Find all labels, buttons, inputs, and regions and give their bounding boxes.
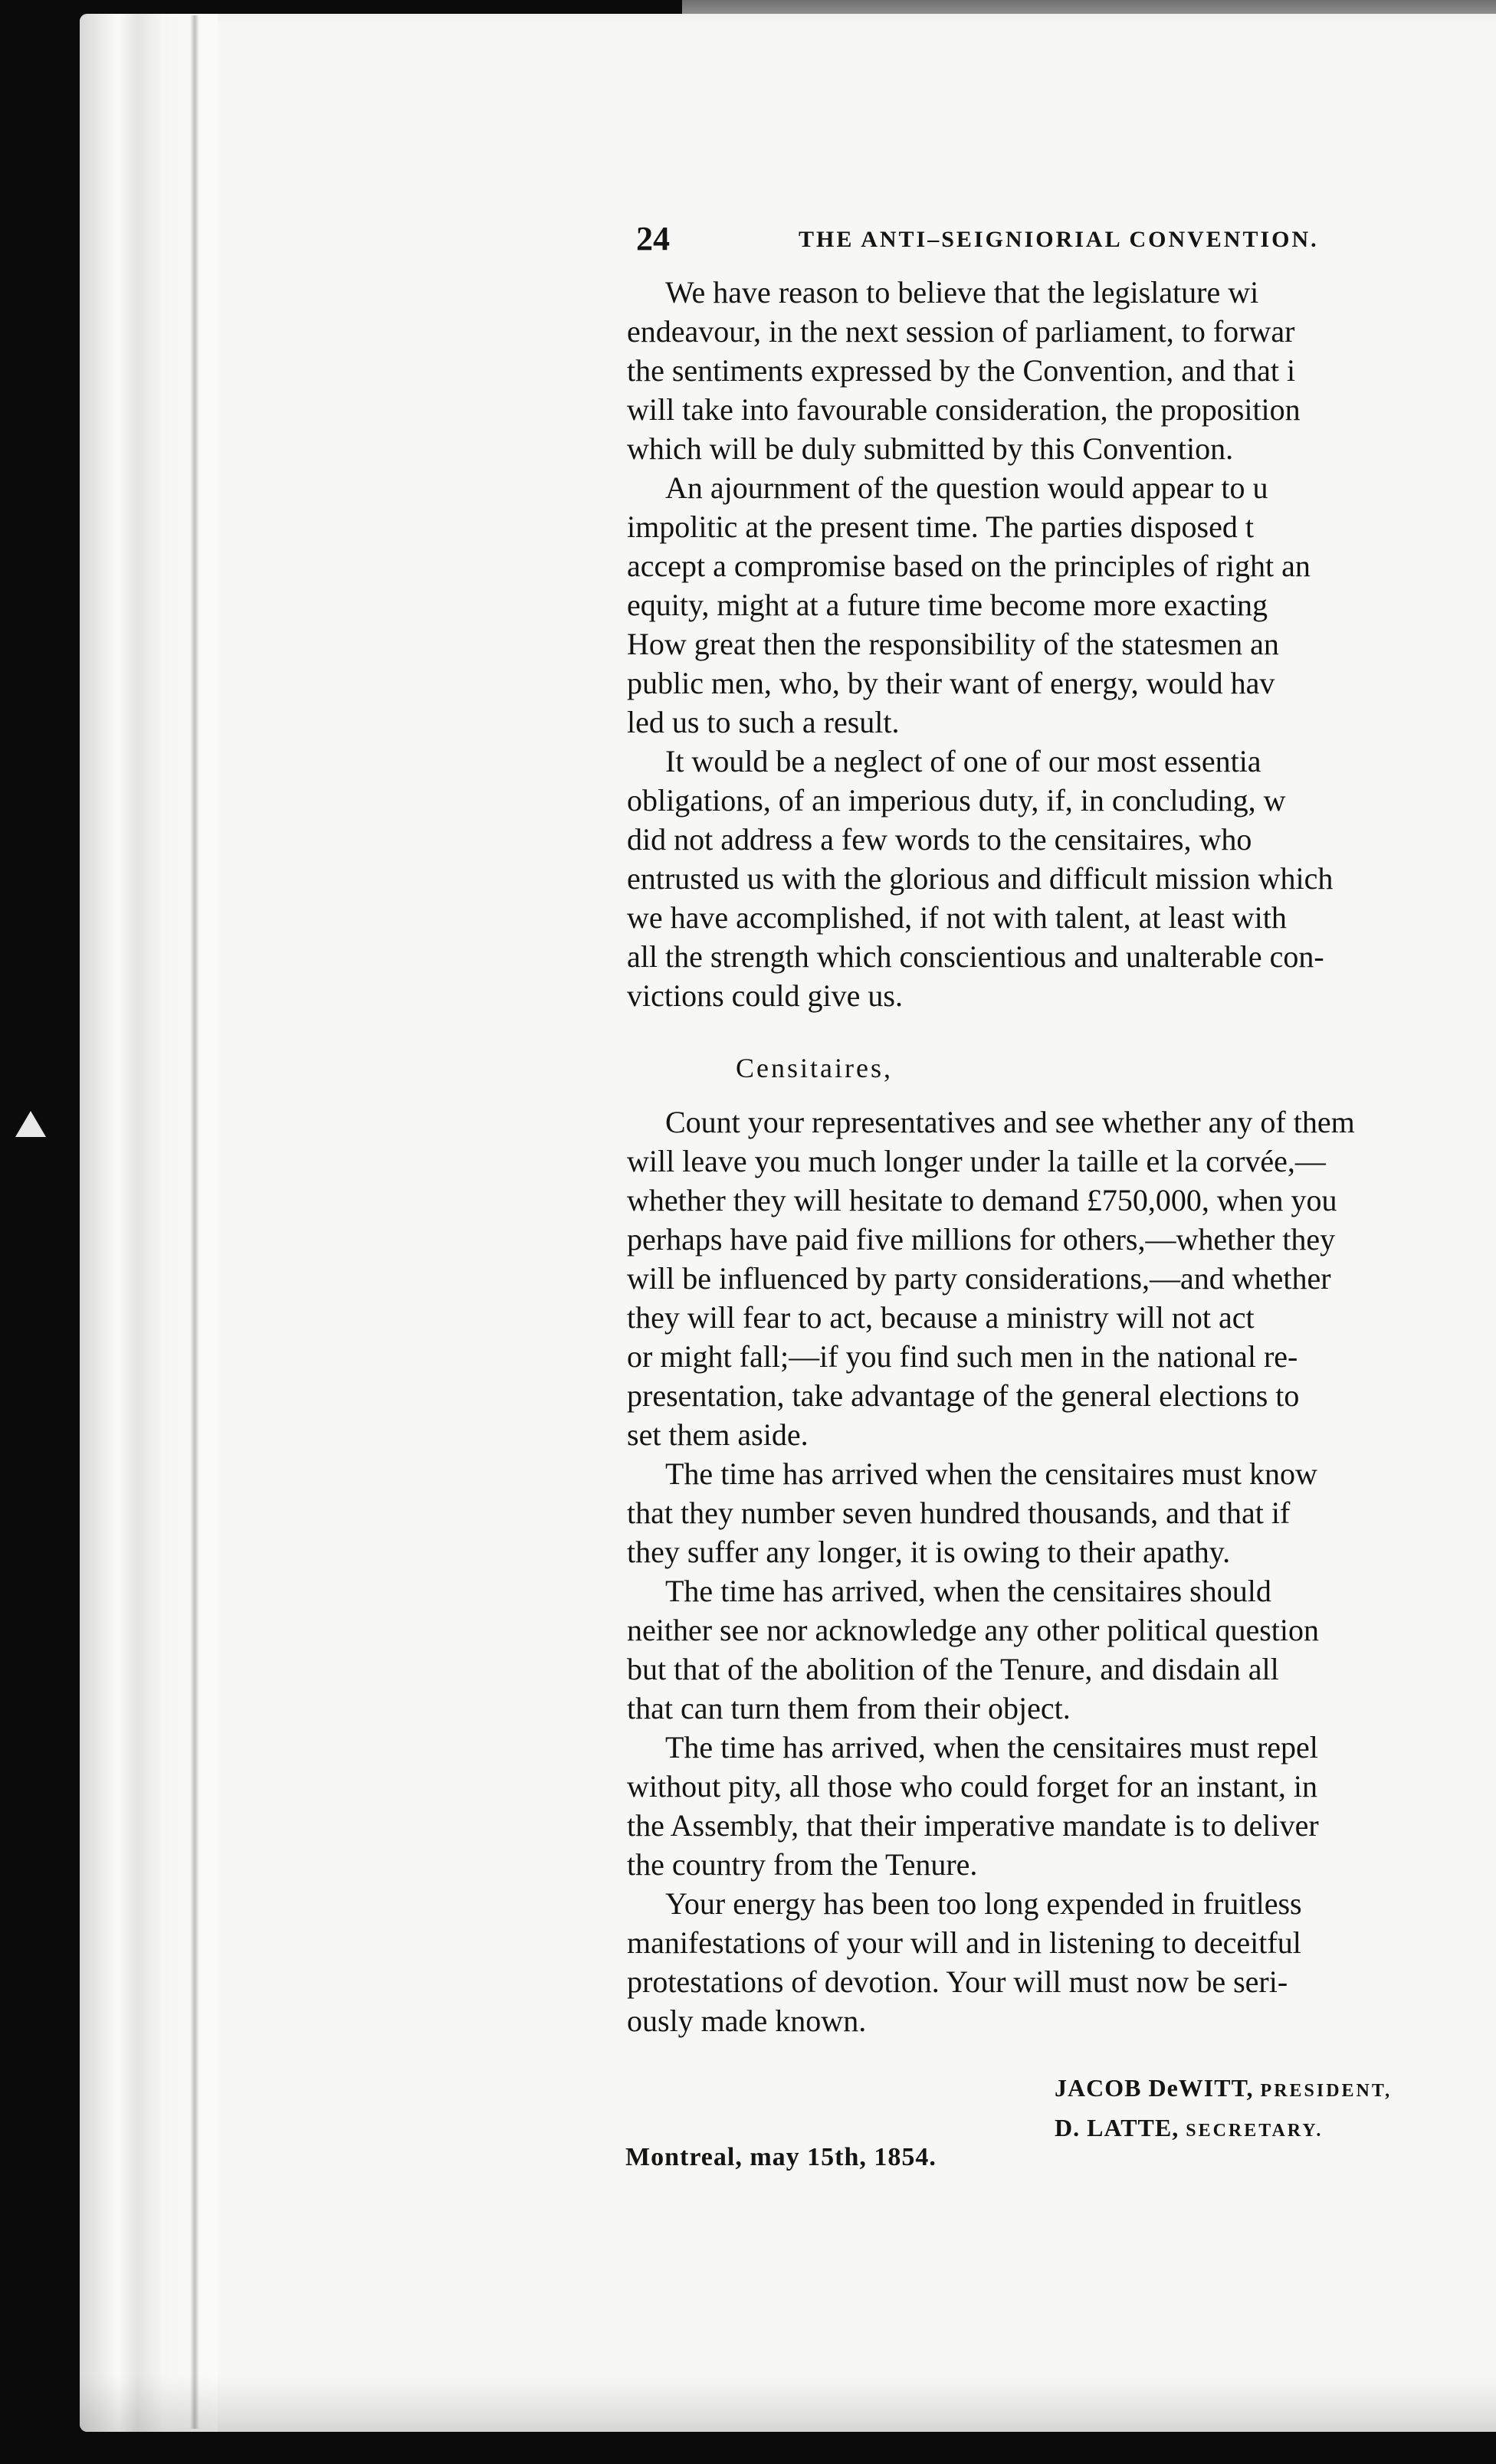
text-line: entrusted us with the glorious and difficult mission which [627, 861, 1334, 896]
paragraph-time-repel [605, 1728, 1496, 1884]
text-line: Count your representatives and see whether any of them [665, 1105, 1355, 1139]
text-line: that can turn them from their object. [627, 1691, 1071, 1725]
signer-role: PRESIDENT, [1260, 2081, 1393, 2101]
text-line: did not address a few words to the censitaires, who [627, 822, 1252, 857]
text-line: impolitic at the present time. The parties disposed t [627, 510, 1254, 544]
text-line: we have accomplished, if not with talent, at least with [627, 900, 1287, 935]
page-number: 24 [636, 220, 670, 257]
text-line: ously made known. [627, 2004, 867, 2038]
binding-crease [190, 15, 199, 2429]
text-line: they suffer any longer, it is owing to their apathy. [627, 1535, 1231, 1569]
text-line: victions could give us. [627, 978, 903, 1013]
page-text-block [605, 219, 1496, 2181]
text-line: or might fall;—if you find such men in the national re- [627, 1339, 1298, 1374]
text-line: all the strength which conscientious and unalterable con- [627, 939, 1324, 974]
signature-block [605, 2074, 1496, 2181]
text-line: equity, might at a future time become more exacting [627, 588, 1268, 622]
text-line: We have reason to believe that the legislature wi [665, 275, 1259, 310]
text-line: endeavour, in the next session of parliament, to forwar [627, 314, 1295, 349]
text-line: presentation, take advantage of the general elections to [627, 1378, 1300, 1413]
text-line: will be influenced by party considerations,—and whether [627, 1261, 1331, 1296]
text-line: manifestations of your will and in listening to deceitful [627, 1925, 1301, 1960]
paragraph-ajournment [605, 468, 1496, 742]
signer-name: JACOB DeWITT, [1055, 2074, 1254, 2102]
text-line: Your energy has been too long expended in fruitless [665, 1886, 1302, 1921]
text-line: The time has arrived, when the censitaires must repel [665, 1730, 1318, 1764]
text-line: protestations of devotion. Your will must now be seri- [627, 1964, 1288, 1999]
text-line: obligations, of an imperious duty, if, in concluding, w [627, 783, 1286, 818]
page-bottom-shade [80, 2375, 1496, 2432]
text-line: the sentiments expressed by the Convention, and that i [627, 353, 1296, 388]
text-line: accept a compromise based on the principles of right an [627, 549, 1311, 583]
text-line: An ajournment of the question would appear to u [665, 470, 1268, 505]
paragraph-group-1 [605, 273, 1496, 1015]
paragraph-representatives [605, 1103, 1496, 1454]
text-line: It would be a neglect of one of our most essentia [665, 744, 1261, 778]
text-line: will take into favourable consideration, the proposition [627, 392, 1301, 427]
text-line: but that of the abolition of the Tenure, and disdain all [627, 1652, 1279, 1686]
text-line: which will be duly submitted by this Convention. [627, 431, 1234, 466]
signer-name: D. LATTE, [1055, 2114, 1179, 2141]
text-line: they will fear to act, because a ministry will not act [627, 1300, 1255, 1335]
text-line: led us to such a result. [627, 705, 900, 739]
running-header [605, 219, 1496, 273]
running-title: THE ANTI–SEIGNIORIAL CONVENTION. [799, 227, 1319, 252]
text-line: The time has arrived when the censitaires must know [665, 1456, 1317, 1491]
text-line: that they number seven hundred thousands, and that if [627, 1496, 1291, 1530]
paragraph-neglect [605, 742, 1496, 1015]
text-line: the Assembly, that their imperative mandate is to deliver [627, 1808, 1319, 1843]
text-line: the country from the Tenure. [627, 1847, 978, 1882]
signer-role: SECRETARY. [1186, 2121, 1324, 2141]
paragraph-group-2 [605, 1103, 1496, 2040]
scan-artifact-mark [15, 1111, 46, 1137]
text-line: set them aside. [627, 1417, 809, 1452]
text-line: public men, who, by their want of energy, would hav [627, 666, 1275, 700]
signature-secretary [1055, 2114, 1323, 2142]
text-line: will leave you much longer under la taille et la corvée,— [627, 1144, 1326, 1178]
text-line: How great then the responsibility of the statesmen an [627, 627, 1279, 661]
text-line: without pity, all those who could forget for an instant, in [627, 1769, 1317, 1804]
paragraph-time-acknowledge [605, 1571, 1496, 1728]
salutation-heading: Censitaires, [736, 1053, 893, 1083]
signature-president [1055, 2074, 1392, 2102]
paragraph-legislature [605, 273, 1496, 468]
place-and-date: Montreal, may 15th, 1854. [625, 2143, 937, 2171]
text-line: perhaps have paid five millions for others,—whether they [627, 1222, 1336, 1257]
paragraph-time-know [605, 1454, 1496, 1571]
text-line: whether they will hesitate to demand £750,000, when you [627, 1183, 1337, 1217]
paragraph-energy [605, 1884, 1496, 2040]
text-line: The time has arrived, when the censitaires should [665, 1574, 1271, 1608]
text-line: neither see nor acknowledge any other political question [627, 1613, 1320, 1647]
